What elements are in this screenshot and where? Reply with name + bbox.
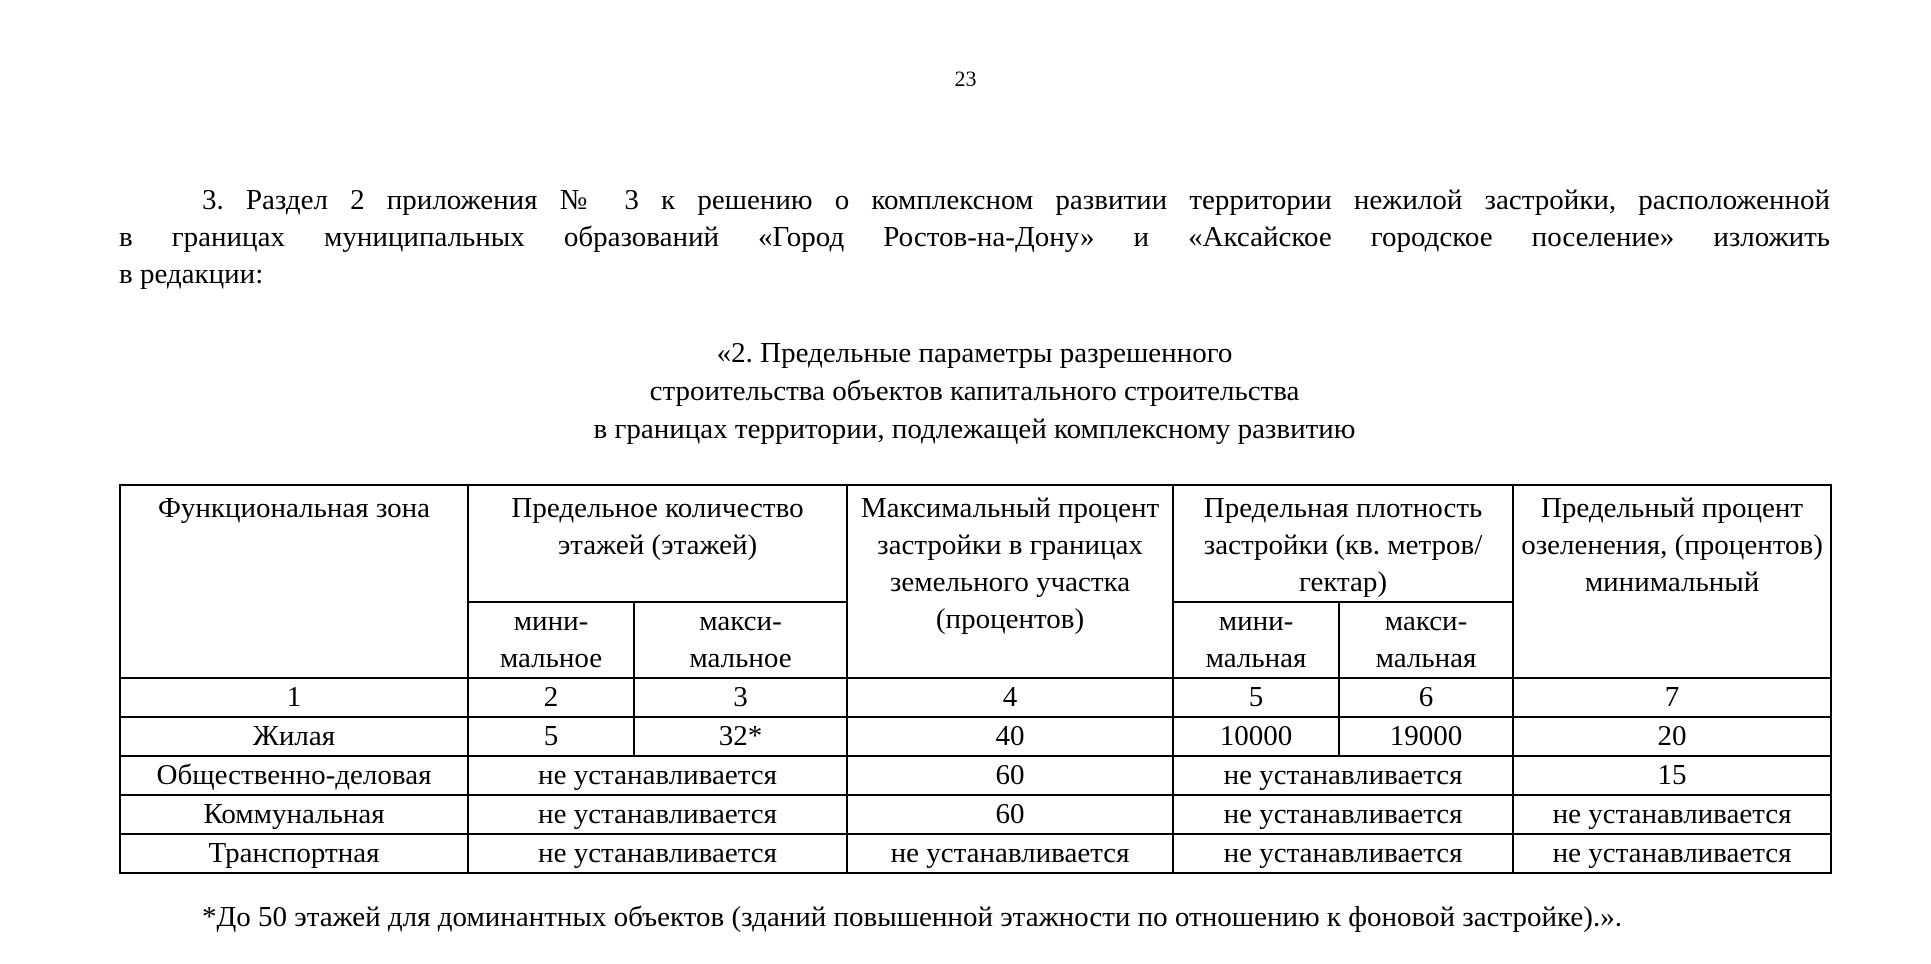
intro-line-3: в редакции:	[119, 258, 264, 290]
zone-cell: Транспортная	[120, 834, 468, 873]
greening-cell: не устанавливается	[1513, 834, 1831, 873]
floors-max-cell: 32*	[634, 717, 847, 756]
column-number: 2	[468, 678, 634, 717]
heading-line-1: «2. Предельные параметры разрешенного	[716, 337, 1233, 369]
header-density-min: мини- мальная	[1173, 602, 1339, 678]
header-floors-min: мини- мальное	[468, 602, 634, 678]
footnote: *До 50 этажей для доминантных объектов (зданий повышенной этажности по отношению к фоновой застройке).».	[202, 901, 1622, 933]
parameters-table	[119, 484, 1832, 874]
header-greening: Предельный процент озеленения, (процентов) минимальный	[1513, 485, 1831, 678]
intro-line-2: в границах муниципальных образований «Город Ростов-на-Дону» и «Аксайское городское поселение» изложить	[119, 221, 1830, 253]
heading-line-3: в границах территории, подлежащей комплексному развитию	[593, 413, 1356, 445]
table-row-communal	[120, 795, 1831, 834]
header-density: Предельная плотность застройки (кв. метров/гектар)	[1173, 485, 1513, 602]
header-coverage: Максимальный процент застройки в границах земельного участка (процентов)	[847, 485, 1173, 678]
table-row-residential	[120, 717, 1831, 756]
column-number: 1	[120, 678, 468, 717]
floors-cell: не устанавливается	[468, 756, 847, 795]
section-heading	[119, 334, 1830, 448]
coverage-cell: 60	[847, 756, 1173, 795]
density-cell: не устанавливается	[1173, 795, 1513, 834]
greening-cell: не устанавливается	[1513, 795, 1831, 834]
density-cell: не устанавливается	[1173, 756, 1513, 795]
column-number: 4	[847, 678, 1173, 717]
table-row-transport	[120, 834, 1831, 873]
greening-cell: 15	[1513, 756, 1831, 795]
column-number: 7	[1513, 678, 1831, 717]
coverage-cell: не устанавливается	[847, 834, 1173, 873]
zone-cell: Коммунальная	[120, 795, 468, 834]
column-number: 5	[1173, 678, 1339, 717]
column-number-row	[120, 678, 1831, 717]
intro-line-1: 3. Раздел 2 приложения № 3 к решению о комплексном развитии территории нежилой застройки, расположенной	[202, 184, 1830, 216]
coverage-cell: 40	[847, 717, 1173, 756]
header-row-1	[120, 485, 1831, 602]
density-max-cell: 19000	[1339, 717, 1513, 756]
header-density-max: макси- мальная	[1339, 602, 1513, 678]
floors-cell: не устанавливается	[468, 795, 847, 834]
table-row-public-business	[120, 756, 1831, 795]
greening-cell: 20	[1513, 717, 1831, 756]
heading-line-2: строительства объектов капитального строительства	[649, 375, 1300, 407]
column-number: 6	[1339, 678, 1513, 717]
header-floors: Предельное количество этажей (этажей)	[468, 485, 847, 602]
header-floors-max: макси- мальное	[634, 602, 847, 678]
header-zone: Функциональная зона	[120, 485, 468, 678]
zone-cell: Жилая	[120, 717, 468, 756]
column-number: 3	[634, 678, 847, 717]
coverage-cell: 60	[847, 795, 1173, 834]
floors-cell: не устанавливается	[468, 834, 847, 873]
density-cell: не устанавливается	[1173, 834, 1513, 873]
intro-paragraph	[119, 182, 1830, 293]
density-min-cell: 10000	[1173, 717, 1339, 756]
floors-min-cell: 5	[468, 717, 634, 756]
page-number: 23	[954, 66, 977, 91]
zone-cell: Общественно-деловая	[120, 756, 468, 795]
